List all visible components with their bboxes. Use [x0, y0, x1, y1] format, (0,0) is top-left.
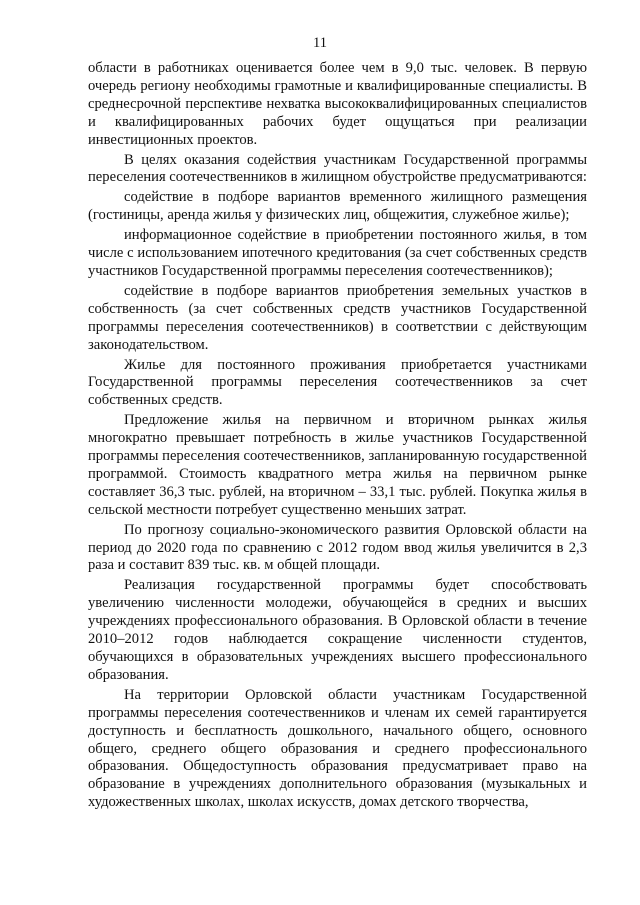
page-number: 11: [313, 35, 327, 51]
paragraph-housing-market: Предложение жилья на первичном и вторичном рынках жилья многократно превышает потребность в жилье участников Государственной программы переселения соотечественников, запланированную государственной программой. Стоимость квадратного метра жилья на первичном рынке составляет 36,3 тыс. рублей, на вторичном – 33,1 тыс. рублей. Покупка жилья в сельской местности потребует существенно меньших затрат.: [88, 412, 587, 518]
paragraph-own-funds: Жилье для постоянного проживания приобретается участниками Государственной программы переселения соотечественников за счет собственных средств.: [88, 356, 587, 409]
document-body: [88, 60, 587, 814]
paragraph-forecast: По прогнозу социально-экономического развития Орловской области на период до 2020 года по сравнению с 2012 годом ввод жилья увеличится в 2,3 раза и составит 839 тыс. кв. м общей площади.: [88, 521, 587, 574]
paragraph-workforce-shortage: области в работниках оценивается более чем в 9,0 тыс. человек. В первую очередь региону необходимы грамотные и квалифицированные специалисты. В среднесрочной перспективе нехватка высококвалифицированных специалистов и квалифицированных рабочих будет ощущаться при реализации инвестиционных проектов.: [88, 60, 587, 148]
paragraph-temporary-housing: содействие в подборе вариантов временного жилищного размещения (гостиницы, аренда жилья у физических лиц, общежития, служебное жилье);: [88, 189, 587, 224]
paragraph-housing-assistance-intro: В целях оказания содействия участникам Государственной программы переселения соотечественников в жилищном обустройстве предусматриваются:: [88, 151, 587, 186]
paragraph-permanent-housing-info: информационное содействие в приобретении постоянного жилья, в том числе с использованием ипотечного кредитования (за счет собственных средств участников Государственной программы переселения соотечественников);: [88, 227, 587, 279]
paragraph-youth-education: Реализация государственной программы будет способствовать увеличению численности молодежи, обучающейся в средних и высших учреждениях профессионального образования. В Орловской области в течение 2010–2012 годов наблюдается сокращение численности студентов, обучающихся в образовательных учреждениях высшего профессионального образования.: [88, 577, 587, 683]
paragraph-education-access: На территории Орловской области участникам Государственной программы переселения соотечественников и членам их семей гарантируется доступность и бесплатность дошкольного, начального общего, основного общего, среднего общего образования и среднего профессионального образования. Общедоступность образования предусматривает право на образование в учреждениях дополнительного образования (музыкальных и художественных школах, школах искусств, домах детского творчества,: [88, 686, 587, 811]
paragraph-land-plots: содействие в подборе вариантов приобретения земельных участков в собственность (за счет собственных средств участников Государственной программы переселения соотечественников) в соответствии с действующим законодательством.: [88, 282, 587, 353]
